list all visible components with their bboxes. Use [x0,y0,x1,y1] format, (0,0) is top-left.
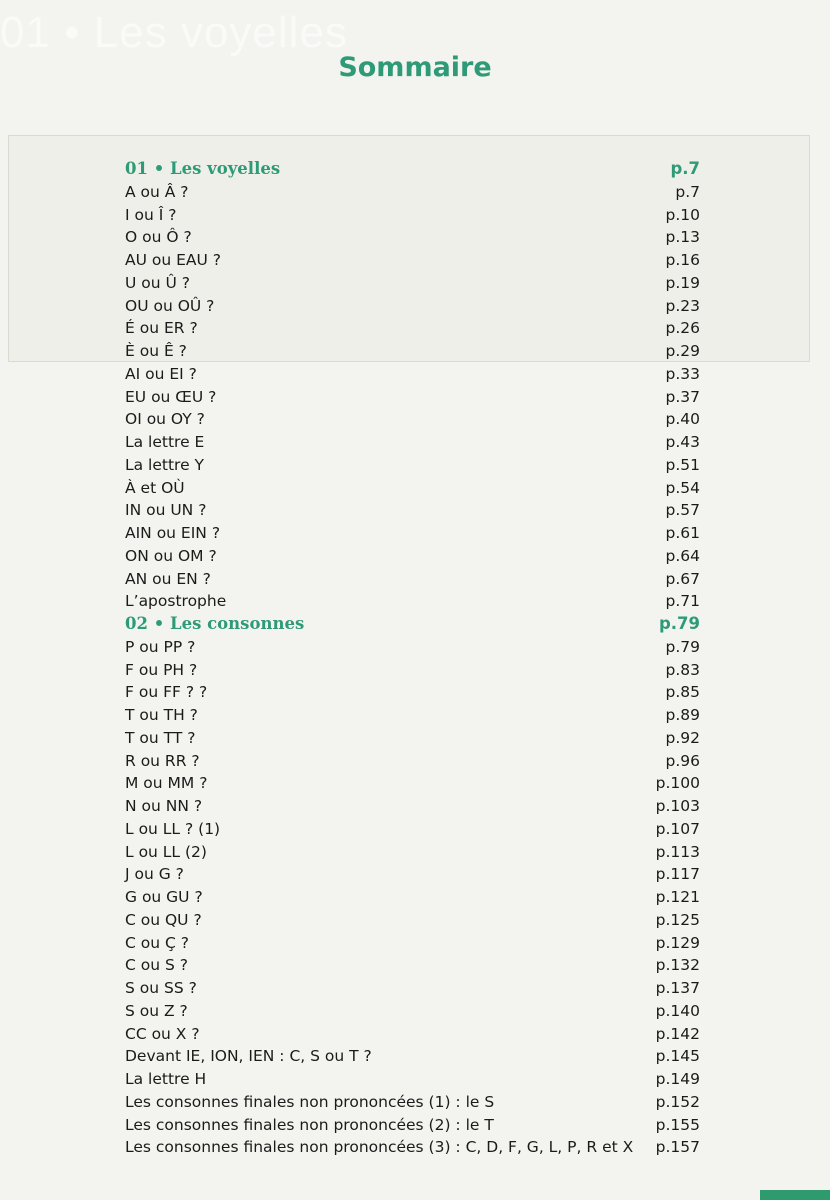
toc-entry-page: p.100 [655,774,700,793]
section-heading-page: p.7 [670,159,700,178]
toc-entry [125,841,700,864]
toc-entry [125,431,700,454]
toc-entry-page: p.57 [665,501,700,520]
toc-entry-label: CC ou X ? [125,1024,200,1043]
toc-entry-label: OI ou OY ? [125,410,205,429]
toc-entry-page: p.140 [655,1001,700,1020]
toc-entry-page: p.149 [655,1070,700,1088]
toc-entry-page: p.155 [655,1115,700,1134]
toc-entry-label: ON ou OM ? [125,546,217,565]
toc-entry-page: p.61 [665,524,700,542]
toc-entry-label: A ou Â ? [125,182,189,201]
section-heading-label: 01 • Les voyelles [125,159,281,178]
toc-entry-label: IN ou UN ? [125,501,207,520]
toc-entry-page: p.16 [665,251,700,269]
toc-entry-label: AI ou EI ? [125,364,197,383]
toc-entry-label: É ou ER ? [125,319,198,338]
toc-entry [125,454,700,477]
toc-entry-label: L’apostrophe [125,592,227,611]
toc-entry-page: p.83 [665,660,700,679]
toc-entry-page: p.26 [665,319,700,338]
toc-entry [125,386,700,409]
toc-entry-page: p.113 [655,842,700,861]
toc-entry [125,1136,700,1159]
toc-entry-label: I ou Î ? [125,205,177,224]
toc-entry-label: R ou RR ? [125,751,200,770]
toc-entry-label: F ou FF ? ? [125,683,208,702]
toc-entry-page: p.157 [655,1138,700,1157]
toc-entry-label: AN ou EN ? [125,569,211,588]
toc-entry-page: p.96 [665,751,700,770]
toc-entry-label: Les consonnes finales non prononcées (1) : le S [125,1092,495,1111]
toc-entry-page: p.129 [655,933,700,952]
toc-entry [125,477,700,500]
toc-entry-label: P ou PP ? [125,637,196,656]
toc-section-heading [125,158,700,181]
background-chapter-title: 01 • Les voyelles [0,8,348,57]
toc-entry-label: AU ou EAU ? [125,251,222,269]
toc-entry-page: p.37 [665,387,700,406]
toc-entry-page: p.54 [665,478,700,497]
toc-entry [125,1045,700,1068]
toc-entry-page: p.79 [665,637,700,656]
toc-entry-label: S ou SS ? [125,979,197,997]
toc-entry-page: p.103 [655,797,700,815]
toc-entry-label: À et OÙ [125,478,185,497]
toc-entry [125,954,700,977]
toc-entry [125,886,700,909]
toc-entry [125,1068,700,1091]
toc-entry [125,932,700,955]
toc-entry-page: p.7 [675,182,700,201]
toc-entry [125,340,700,363]
toc-entry-page: p.13 [665,228,700,247]
toc-entry-page: p.152 [655,1092,700,1111]
toc-entry [125,363,700,386]
toc-entry-label: L ou LL ? (1) [125,819,221,838]
toc-entry-page: p.67 [665,569,700,588]
section-heading-page: p.79 [658,614,700,633]
toc-entry-label: AIN ou EIN ? [125,524,221,542]
toc-entry [125,181,700,204]
toc-section [125,158,700,613]
toc-entry-page: p.137 [655,979,700,997]
toc-entry [125,1091,700,1114]
toc-entry-label: O ou Ô ? [125,228,192,247]
toc-section-heading [125,613,700,636]
toc-entry [125,636,700,659]
toc-entry-page: p.121 [655,888,700,906]
toc-entry-label: S ou Z ? [125,1001,188,1020]
toc-entry [125,317,700,340]
toc-entry [125,295,700,318]
toc-entry [125,249,700,272]
toc-entry [125,659,700,682]
toc-entry-page: p.10 [665,205,700,224]
toc-entry-page: p.29 [665,342,700,360]
section-heading-label: 02 • Les consonnes [125,614,305,633]
toc-entry [125,1023,700,1046]
toc-section [125,613,700,1159]
toc-entry-page: p.107 [655,819,700,838]
toc-entry [125,818,700,841]
toc-entry [125,568,700,591]
toc-entry [125,1114,700,1137]
toc-entry-page: p.64 [665,546,700,565]
toc-entry-page: p.19 [665,273,700,292]
toc-entry [125,909,700,932]
toc-entry [125,272,700,295]
toc-entry-label: C ou QU ? [125,910,202,929]
toc-entry-label: La lettre E [125,433,205,451]
toc-entry [125,499,700,522]
toc-entry [125,750,700,773]
toc-entry-label: T ou TH ? [125,706,198,724]
toc-entry-page: p.142 [655,1024,700,1043]
toc-entry-label: Les consonnes finales non prononcées (2) : le T [125,1115,494,1134]
table-of-contents [125,158,700,1159]
toc-entry-page: p.43 [665,433,700,451]
corner-accent [760,1190,830,1200]
toc-entry-label: Devant IE, ION, IEN : C, S ou T ? [125,1047,372,1066]
toc-entry-label: U ou Û ? [125,273,191,292]
toc-entry [125,590,700,613]
toc-entry [125,977,700,1000]
page-title: Sommaire [338,52,492,83]
toc-entry [125,226,700,249]
toc-entry-label: La lettre Y [125,455,205,474]
toc-entry-page: p.89 [665,706,700,724]
toc-entry [125,772,700,795]
toc-entry [125,204,700,227]
toc-entry-label: La lettre H [125,1070,207,1088]
toc-entry-label: C ou Ç ? [125,933,189,952]
toc-entry-label: È ou Ê ? [125,342,187,360]
toc-entry [125,1000,700,1023]
toc-entry [125,522,700,545]
toc-entry-label: J ou G ? [125,865,184,884]
toc-entry-page: p.85 [665,683,700,702]
toc-entry-page: p.23 [665,296,700,315]
toc-entry [125,795,700,818]
toc-entry [125,727,700,750]
toc-entry-page: p.125 [655,910,700,929]
toc-entry-label: C ou S ? [125,956,188,975]
toc-entry-label: F ou PH ? [125,660,198,679]
toc-entry-label: Les consonnes finales non prononcées (3) : C, D, F, G, L, P, R et X [125,1138,634,1157]
toc-entry-label: L ou LL (2) [125,842,207,861]
toc-entry [125,863,700,886]
toc-entry [125,408,700,431]
toc-entry [125,681,700,704]
toc-entry-label: OU ou OÛ ? [125,296,215,315]
toc-entry-page: p.51 [665,455,700,474]
toc-entry-page: p.40 [665,410,700,429]
toc-entry-label: M ou MM ? [125,774,208,793]
toc-entry-page: p.145 [655,1047,700,1066]
toc-entry-label: G ou GU ? [125,888,203,906]
toc-entry-page: p.92 [665,728,700,747]
toc-entry-page: p.132 [655,956,700,975]
toc-entry-page: p.71 [665,592,700,611]
toc-entry-page: p.33 [665,364,700,383]
toc-entry-label: N ou NN ? [125,797,203,815]
toc-entry [125,545,700,568]
toc-entry-label: EU ou ŒU ? [125,387,217,406]
toc-entry-label: T ou TT ? [125,728,196,747]
toc-entry [125,704,700,727]
toc-entry-page: p.117 [655,865,700,884]
